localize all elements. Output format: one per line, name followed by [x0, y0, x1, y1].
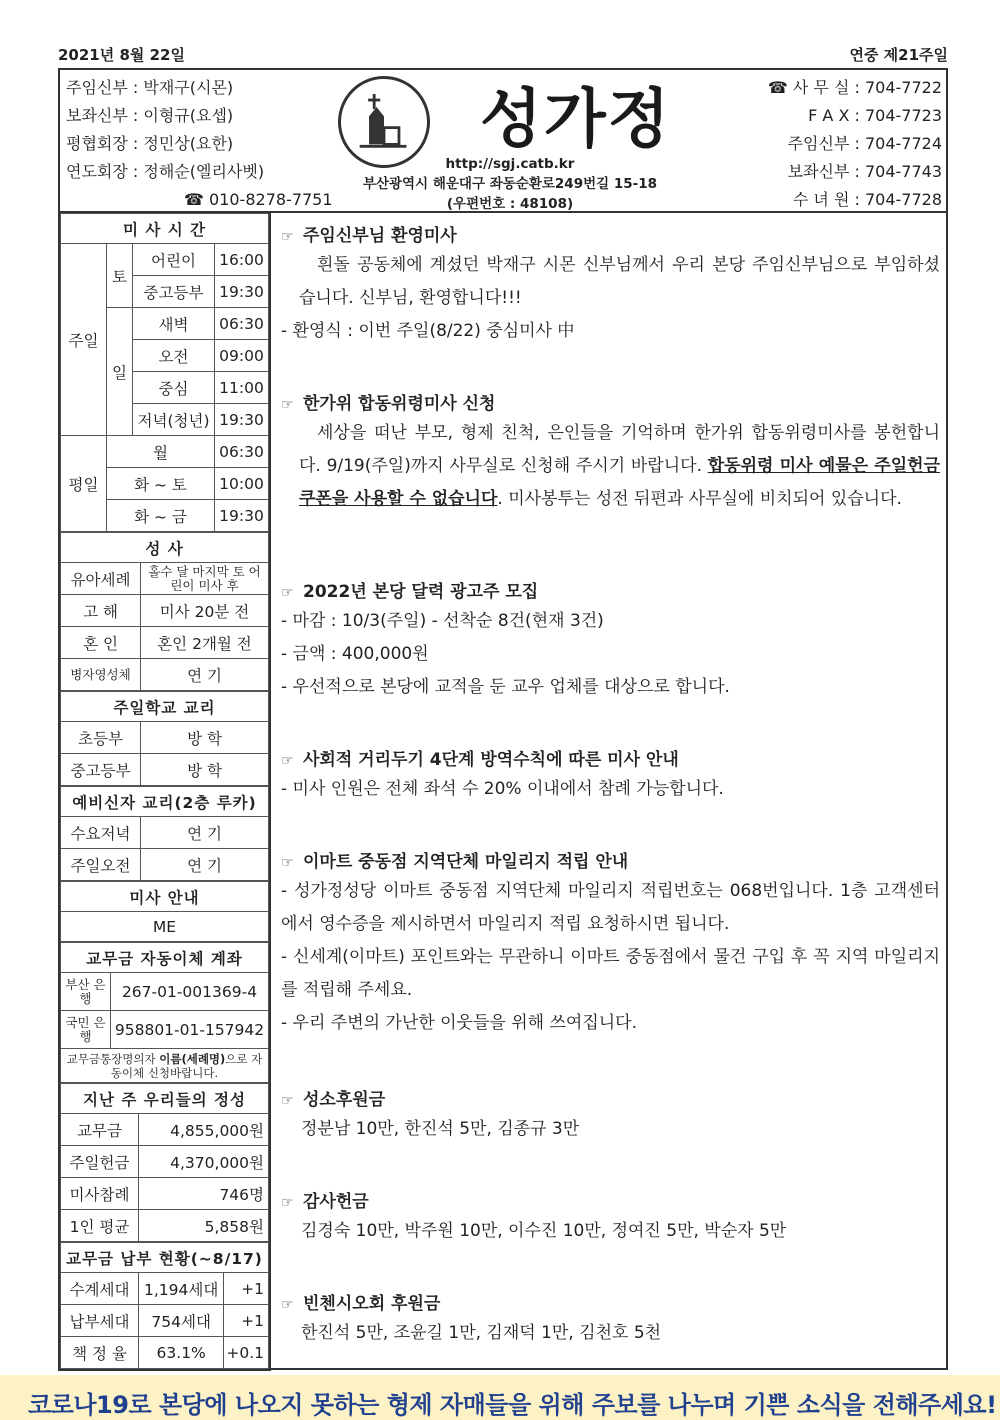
footer-message: 코로나19로 본당에 나오지 못하는 형제 자매들을 위해 주보를 나누며 기쁜 소식을 전해주세요!	[28, 1391, 997, 1419]
pointing-hand-icon: ☞	[281, 585, 294, 601]
staff-row: 연도회장 : 정해순(엘리사벳)	[66, 162, 265, 181]
issue-line	[58, 44, 948, 66]
liturgical-week: 연중 제21주일	[849, 46, 948, 64]
staff-row: 주임신부 : 박재구(시몬)	[66, 78, 234, 97]
contact-row: F A X : 704-7723	[808, 106, 942, 125]
sacraments-table: 성 사 유아세례 홀수 달 마지막 토 어린이 미사 후 고 해 미사 20분 전 혼 인 혼인 2개월 전 병자영성체 연 기	[60, 532, 269, 691]
notice-distancing: ☞ 사회적 거리두기 4단계 방역수칙에 따른 미사 안내 - 미사 인원은 전체 좌석 수 20% 이내에서 참례 가능합니다.	[281, 747, 940, 806]
pointing-hand-icon: ☞	[281, 1195, 294, 1211]
notice-thanksgiving: ☞ 감사헌금 김경숙 10만, 박주원 10만, 이수진 10만, 정여진 5만, 박순자 5만	[281, 1192, 787, 1241]
postal-code: (우편번호 : 48108)	[446, 196, 574, 212]
contact-row: 수 녀 원 : 704-7728	[792, 190, 942, 209]
church-address: 부산광역시 해운대구 좌동순환로249번길 15-18	[362, 176, 658, 192]
info-sidebar	[58, 213, 271, 1371]
notice-vocation-donation: ☞ 성소후원금 정분남 10만, 한진석 5만, 김종규 3만	[281, 1090, 580, 1139]
bulletin-title: 성가정	[480, 82, 672, 157]
staff-phone: ☎ 010-8278-7751	[184, 190, 333, 209]
notice-emart-mileage: ☞ 이마트 중동점 지역단체 마일리지 적립 안내 - 성가정성당 이마트 중동점 지역단체 마일리지 적립번호는 068번입니다. 1층 고객센터에서 영수증을 제시하면서 마일리지 적립 요청하시면 됩니다. - 신세계(이마트) 포인트와는 무관하니 이마트 중동점에서 물건 구입 후 꼭 지역 마일리지를 적립해 주세요. - 우리 주변의 가난한 이웃들을 위해 쓰여집니다.	[281, 849, 940, 1040]
pointing-hand-icon: ☞	[281, 753, 294, 769]
contact-row: 보좌신부 : 704-7743	[787, 162, 942, 181]
sunday-school-table: 주일학교 교리 초등부 방 학 중고등부 방 학	[60, 691, 269, 786]
section-title: 미 사 시 간	[61, 214, 269, 244]
mass-guide-table: 미사 안내 ME	[60, 881, 269, 942]
offering-table: 지난 주 우리들의 정성 교무금 4,855,000원 주일헌금 4,370,000원 미사참례 746명 1인 평균 5,858원	[60, 1083, 269, 1242]
notices-panel	[271, 213, 948, 1370]
church-address-block	[330, 154, 690, 214]
pointing-hand-icon: ☞	[281, 855, 294, 871]
pointing-hand-icon: ☞	[281, 397, 294, 413]
notice-calendar-ads: ☞ 2022년 본당 달력 광고주 모집 - 마감 : 10/3(주일) - 선착순 8건(현재 3건) - 금액 : 400,000원 - 우선적으로 본당에 교적을 둔 교우 업체를 대상으로 합니다.	[281, 579, 940, 704]
church-url[interactable]: http://sgj.catb.kr	[445, 156, 575, 172]
contact-row: ☎ 사 무 실 : 704-7722	[767, 78, 942, 97]
pointing-hand-icon: ☞	[281, 1297, 294, 1313]
pointing-hand-icon: ☞	[281, 1093, 294, 1109]
mass-times-table: 미 사 시 간 주일 토 어린이 16:00 중고등부 19:30 일 새벽 06:30 오전 09:00 중심 11:00 저녁(청년) 19:30 평일 월 06:30 화 ~ 토 10:00 화 ~ 금 19:30	[60, 213, 269, 532]
contact-row: 주임신부 : 704-7724	[787, 134, 942, 153]
catechumen-table: 예비신자 교리(2층 루카) 수요저녁 연 기 주일오전 연 기	[60, 786, 269, 881]
staff-row: 보좌신부 : 이형규(요셉)	[66, 106, 234, 125]
notice-welcome-mass: ☞ 주임신부님 환영미사 흰돌 공동체에 계셨던 박재구 시몬 신부님께서 우리 본당 주임신부님으로 부임하셨습니다. 신부님, 환영합니다!!! - 환영식 : 이번 주일(8/22) 중심미사 中	[281, 223, 940, 348]
dues-table: 교무금 납부 현황(~8/17) 수계세대 1,194세대 +1 납부세대 754세대 +1 책 정 율 63.1% +0.1	[60, 1242, 269, 1369]
pointing-hand-icon: ☞	[281, 229, 294, 245]
notice-memorial-mass: ☞ 한가위 합동위령미사 신청 세상을 떠난 부모, 형제 친척, 은인들을 기억하며 한가위 합동위령미사를 봉헌합니다. 9/19(주일)까지 사무실로 신청해 주시기 바랍니다. 합동위령 미사 예물은 주일헌금 쿠폰을 사용할 수 없습니다. 미사봉투는 성전 뒤편과 사무실에 비치되어 있습니다.	[281, 394, 940, 509]
auto-transfer-table: 교무금 자동이체 계좌 부산 은행 267-01-001369-4 국민 은행 958801-01-157942 교무금통장명의자 이름(세례명)으로 자동이체 신청바랍니다.	[60, 942, 269, 1083]
issue-date: 2021년 8월 22일	[58, 46, 185, 64]
notice-vincent-donation: ☞ 빈첸시오회 후원금 한진석 5만, 조윤길 1만, 김재덕 1만, 김천호 5천	[281, 1294, 662, 1343]
contact-list	[768, 74, 942, 214]
footer-banner	[0, 1375, 1000, 1420]
staff-list	[66, 74, 333, 214]
staff-row: 평협회장 : 정민상(요한)	[66, 134, 234, 153]
seal-graphic	[341, 79, 427, 165]
masthead	[58, 68, 948, 213]
